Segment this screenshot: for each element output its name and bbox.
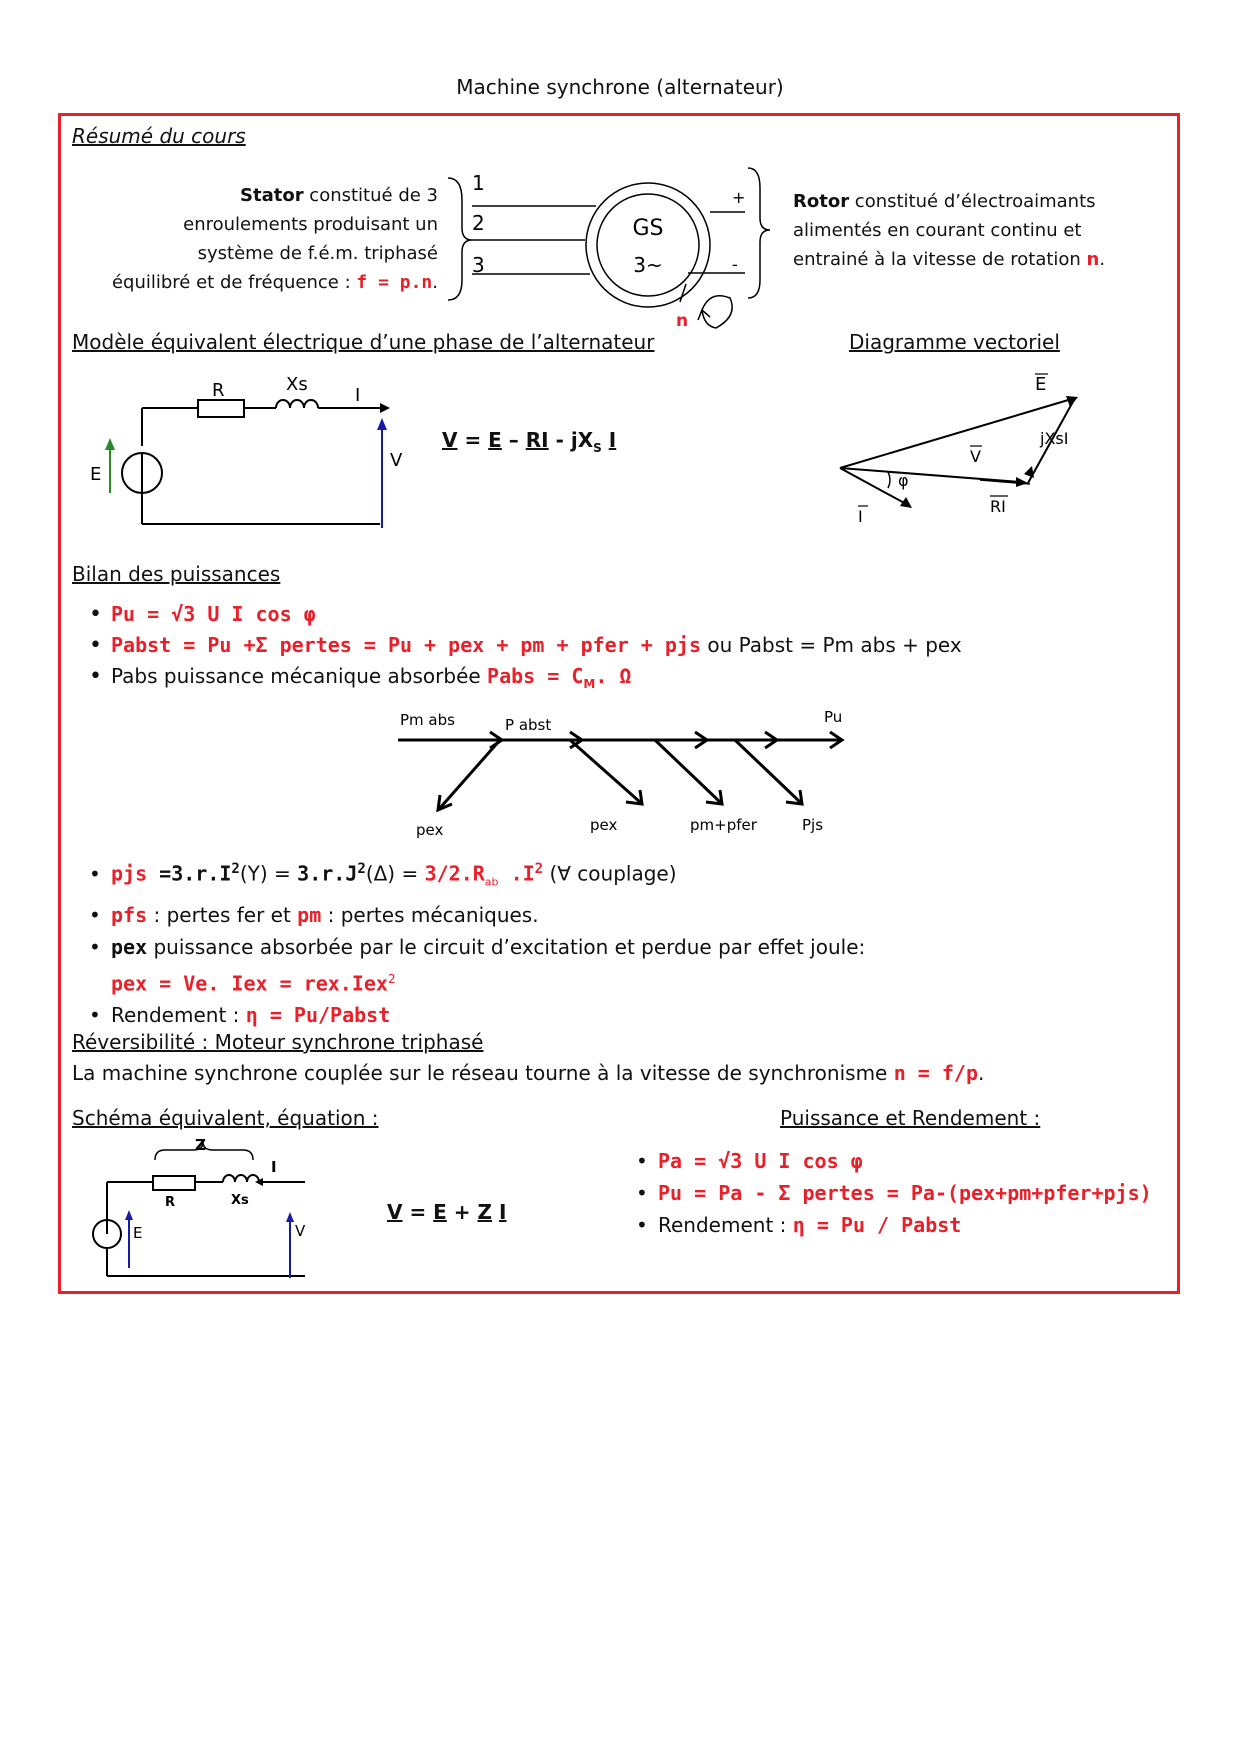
- pex-formula: pex = Ve. Iex = rex.Iex: [111, 971, 388, 996]
- pabs-end: . Ω: [595, 664, 632, 688]
- puissance-heading: Puissance et Rendement :: [780, 1106, 1041, 1130]
- stator-line1: constitué de 3: [303, 185, 438, 206]
- eq2-equals: =: [402, 1200, 434, 1224]
- stator-circle: [586, 183, 710, 307]
- pex-loss-arrow: [570, 740, 640, 802]
- vector-v: [840, 468, 1020, 482]
- rotor-speed: n: [1086, 249, 1100, 270]
- terminal-3: 3: [472, 253, 485, 277]
- gs-label: GS: [632, 216, 664, 241]
- stator-brace: [448, 178, 472, 300]
- phase-circuit: [80, 368, 420, 538]
- pmpfer-loss-arrow: [655, 740, 720, 802]
- pex-in-label: pex: [416, 821, 444, 839]
- bilan-heading: Bilan des puissances: [72, 562, 281, 586]
- motor-resistor: [153, 1176, 195, 1190]
- vector-diagram: [830, 370, 1140, 540]
- pex-formula-line: [85, 963, 865, 1000]
- model-heading: Modèle équivalent électrique d’une phase de l’alternateur: [72, 330, 655, 354]
- vector-heading: Diagramme vectoriel: [849, 330, 1060, 354]
- bilan-item-pabs: [85, 664, 962, 691]
- loss-item-rendement: • Rendement : η = Pu/Pabst: [89, 1003, 391, 1028]
- eq2-v: V: [387, 1200, 403, 1224]
- pex-out-label: pex: [590, 816, 618, 834]
- machine-drawing: [440, 160, 785, 335]
- stator-line4: équilibré et de fréquence :: [111, 272, 357, 293]
- e-label: E: [90, 464, 102, 485]
- motor-r-label: R: [165, 1195, 176, 1210]
- page-title: Machine synchrone (alternateur): [456, 75, 784, 99]
- stator-line3: système de f.é.m. triphasé: [197, 243, 438, 264]
- bilan-list: [85, 602, 962, 697]
- pu-formula: Pu = √3 U I cos φ: [111, 602, 316, 626]
- motor-inductor: [223, 1175, 259, 1182]
- motor-item-pu: • Pu = Pa - Σ pertes = Pa-(pex+pm+pfer+pjs): [636, 1181, 1152, 1205]
- phase-label: 3~: [633, 253, 663, 277]
- pjs-i: .I: [498, 861, 535, 886]
- pabs-formula: Pabs = C: [487, 664, 584, 688]
- eq1-jx: - jX: [548, 428, 594, 452]
- motor-item-pa: • Pa = √3 U I cos φ: [636, 1149, 863, 1173]
- vector-v-label: V: [970, 447, 981, 466]
- eq2-z: Z: [477, 1200, 493, 1224]
- motor-item-rendement: • Rendement : η = Pu / Pabst: [636, 1213, 962, 1237]
- pex-text: puissance absorbée par le circuit d’excitation et perdue par effet joule:: [147, 934, 866, 959]
- pex-sup: 2: [387, 971, 396, 986]
- pjs-loss-arrow: [735, 740, 800, 802]
- eq1-i: I: [608, 428, 617, 452]
- eq2-i: I: [499, 1200, 507, 1224]
- minus-terminal: -: [732, 255, 738, 274]
- loss-item-pex: • pex puissance absorbée par le circuit d’excitation et perdue par effet joule:: [89, 934, 866, 959]
- inductor-symbol: [276, 400, 318, 408]
- pmpfer-label: pm+pfer: [690, 816, 757, 834]
- vector-e-label: E: [1035, 374, 1047, 395]
- equation-alternator: [442, 428, 616, 455]
- loss-item-pjs: • pjs $=3.r.I^2(Y) = 3.r.J^2(\Delta) = 3/2.R_{ab}$ $.I^2$ (∀ couplage): [89, 861, 677, 889]
- pfs-label: pfs: [111, 902, 148, 927]
- pmabs-label: Pm abs: [400, 711, 455, 729]
- eq1-ri: RI: [525, 428, 549, 452]
- rotor-brace: [748, 168, 770, 298]
- pabst-alt: ou Pabst = Pm abs + pex: [701, 633, 962, 657]
- rotation-arrow-icon: [702, 296, 732, 328]
- eq2-plus: +: [446, 1200, 478, 1224]
- pfs-text: : pertes fer et: [147, 902, 298, 927]
- pjs-a: =3.r.I: [147, 861, 232, 886]
- frequency-formula: f = p.n: [356, 272, 433, 293]
- bilan-item-pabst: [85, 633, 962, 658]
- bilan-item-pu: [85, 602, 962, 627]
- pex-label: pex: [111, 934, 148, 959]
- motor-xs-label: Xs: [231, 1193, 249, 1208]
- motor-circuit: [85, 1138, 345, 1288]
- pu-label: Pu: [824, 708, 843, 726]
- vector-ri-label: RI: [990, 497, 1006, 516]
- motor-rendement-formula: η = Pu / Pabst: [792, 1213, 962, 1237]
- motor-i-label: I: [271, 1158, 277, 1176]
- r-label: R: [212, 380, 225, 401]
- pabs-text: Pabs puissance mécanique absorbée: [111, 664, 488, 688]
- rotor-description: [793, 187, 1105, 274]
- z-label: Z: [195, 1138, 206, 1154]
- motor-power-list: [632, 1145, 1152, 1241]
- stator-label: Stator: [240, 185, 304, 206]
- vector-jxsi-label: jXsI: [1040, 429, 1069, 448]
- rotor-line1: constitué d’électroaimants: [849, 191, 1096, 212]
- pjs-j: 2: [534, 861, 544, 877]
- eq2-e: E: [433, 1200, 447, 1224]
- rotor-period: .: [1099, 249, 1106, 270]
- eq1-equals: =: [457, 428, 489, 452]
- motor-pu-formula: Pu = Pa - Σ pertes = Pa-(pex+pm+pfer+pjs): [658, 1181, 1152, 1205]
- vector-i-label: I: [858, 507, 863, 526]
- power-flow-diagram: [390, 700, 860, 850]
- rotor-label: Rotor: [793, 191, 850, 212]
- rotor-circle: [597, 194, 699, 296]
- pa-formula: Pa = √3 U I cos φ: [658, 1149, 863, 1173]
- loss-item-pfs: • pfs : pertes fer et pm : pertes mécaniques.: [89, 902, 539, 927]
- pjs-g: 3/2.R: [424, 861, 485, 886]
- pjs-c: (Y) =: [239, 861, 298, 886]
- pabs-sub: M: [583, 677, 596, 691]
- pjs-label-text: pjs: [111, 861, 148, 886]
- pjs-b: 2: [231, 861, 240, 877]
- eq1-sub: S: [593, 441, 602, 455]
- motor-rendement-text: Rendement :: [658, 1213, 793, 1237]
- rendement-text: Rendement :: [111, 1003, 246, 1028]
- pabst-formula: Pabst = Pu +Σ pertes = Pu + pex + pm + pfer + pjs: [111, 633, 702, 657]
- stator-description: [80, 181, 438, 297]
- rotation-speed-label: n: [676, 311, 689, 331]
- motor-v-label: V: [295, 1222, 306, 1240]
- motor-e-label: E: [133, 1224, 143, 1242]
- eq1-e: E: [488, 428, 502, 452]
- resistor-symbol: [198, 400, 244, 417]
- vector-phi-label: φ: [898, 471, 909, 490]
- rendement-formula: η = Pu/Pabst: [245, 1003, 391, 1028]
- terminal-2: 2: [472, 211, 485, 235]
- schema-heading: Schéma équivalent, équation :: [72, 1106, 379, 1130]
- pm-label: pm: [297, 902, 322, 927]
- pjs-h: ab: [484, 875, 499, 889]
- pm-text: : pertes mécaniques.: [321, 902, 539, 927]
- rev-text: La machine synchrone couplée sur le réseau tourne à la vitesse de synchronisme: [72, 1061, 894, 1085]
- pjs-label: Pjs: [802, 816, 824, 834]
- terminal-1: 1: [472, 171, 485, 195]
- eq1-minus: –: [501, 428, 526, 452]
- rotor-line2: alimentés en courant continu et: [793, 220, 1082, 241]
- reversibility-text: [72, 1061, 984, 1085]
- loss-list: [85, 853, 865, 1031]
- rotor-line3: entrainé à la vitesse de rotation: [793, 249, 1087, 270]
- pex-input-arrow: [440, 740, 500, 808]
- plus-terminal: +: [732, 188, 746, 207]
- pjs-k: (∀ couplage): [543, 861, 677, 886]
- eq1-v: V: [442, 428, 458, 452]
- pjs-f: (Δ) =: [365, 861, 425, 886]
- reversibility-heading: Réversibilité : Moteur synchrone triphasé: [72, 1030, 484, 1054]
- summary-heading: Résumé du cours: [72, 124, 246, 148]
- pjs-e: 2: [357, 861, 366, 877]
- rev-end: .: [978, 1061, 985, 1085]
- v-label: V: [390, 450, 403, 471]
- pabst-label: P abst: [505, 716, 552, 734]
- rev-formula: n = f/p: [893, 1061, 979, 1085]
- pjs-d: 3.r.J: [297, 861, 358, 886]
- current-label: I: [355, 385, 361, 406]
- xs-label: Xs: [286, 374, 308, 395]
- equation-motor: [387, 1200, 506, 1224]
- stator-line2: enroulements produisant un: [183, 214, 438, 235]
- stator-period: .: [432, 272, 438, 293]
